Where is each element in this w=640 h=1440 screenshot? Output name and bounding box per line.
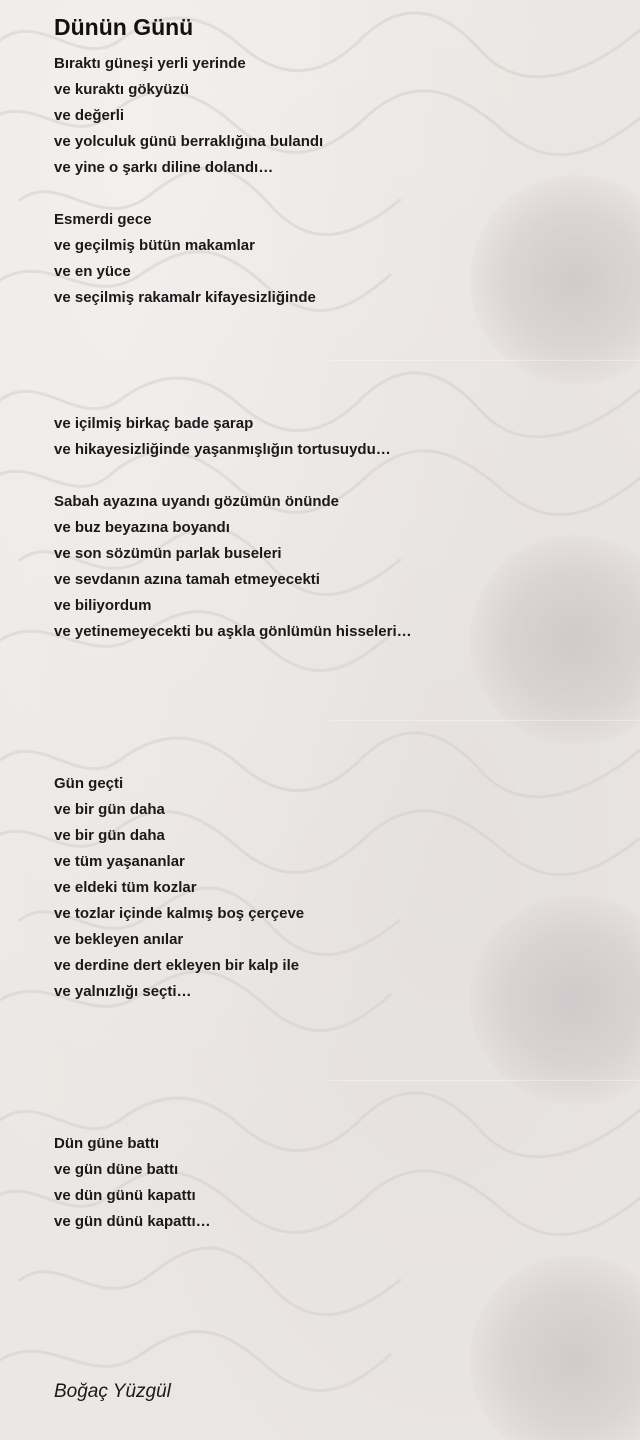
poem-line: ve kuraktı gökyüzü — [54, 81, 190, 98]
poem-line: ve derdine dert ekleyen bir kalp ile — [54, 957, 300, 974]
poem-line: ve dün günü kapattı — [54, 1187, 196, 1204]
poem-title: Dünün Günü — [54, 14, 194, 40]
poem-line: ve en yüce — [54, 263, 131, 280]
poem-line: Sabah ayazına uyandı gözümün önünde — [54, 493, 340, 510]
poem-line: ve bir gün daha — [54, 801, 165, 818]
poem-line: ve tüm yaşananlar — [54, 853, 185, 870]
poem-line: Esmerdi gece — [54, 211, 152, 228]
poem-line: ve yetinemeyecekti bu aşkla gönlümün hisseleri… — [54, 623, 412, 640]
poem-line: ve gün düne battı — [54, 1161, 179, 1178]
poem-line: ve gün dünü kapattı… — [54, 1213, 211, 1230]
poem-line: ve yalnızlığı seçti… — [54, 983, 192, 1000]
poem-line: ve biliyordum — [54, 597, 152, 614]
poem-line: ve tozlar içinde kalmış boş çerçeve — [54, 905, 305, 922]
poem-line: ve içilmiş birkaç bade şarap — [54, 415, 254, 432]
poem-line: ve eldeki tüm kozlar — [54, 879, 197, 896]
poem-line: ve geçilmiş bütün makamlar — [54, 237, 255, 254]
poem-line: ve buz beyazına boyandı — [54, 519, 230, 536]
poem-line: ve yine o şarkı diline dolandı… — [54, 159, 274, 176]
poem-line: ve hikayesizliğinde yaşanmışlığın tortusuydu… — [54, 441, 391, 458]
poem-line: Gün geçti — [54, 775, 124, 792]
poem-line: ve değerli — [54, 107, 125, 124]
poem-line: ve sevdanın azına tamah etmeyecekti — [54, 571, 320, 588]
poem-line: ve bekleyen anılar — [54, 931, 184, 948]
poem-line: ve son sözümün parlak buseleri — [54, 545, 282, 562]
poem-line: ve seçilmiş rakamalr kifayesizliğinde — [54, 289, 316, 306]
poem-line: ve bir gün daha — [54, 827, 165, 844]
poem-line: Dün güne battı — [54, 1135, 159, 1152]
poem-line: ve yolculuk günü berraklığına bulandı — [54, 133, 324, 150]
poem-line: Bıraktı güneşi yerli yerinde — [54, 55, 246, 72]
poem-author: Boğaç Yüzgül — [54, 1381, 171, 1402]
